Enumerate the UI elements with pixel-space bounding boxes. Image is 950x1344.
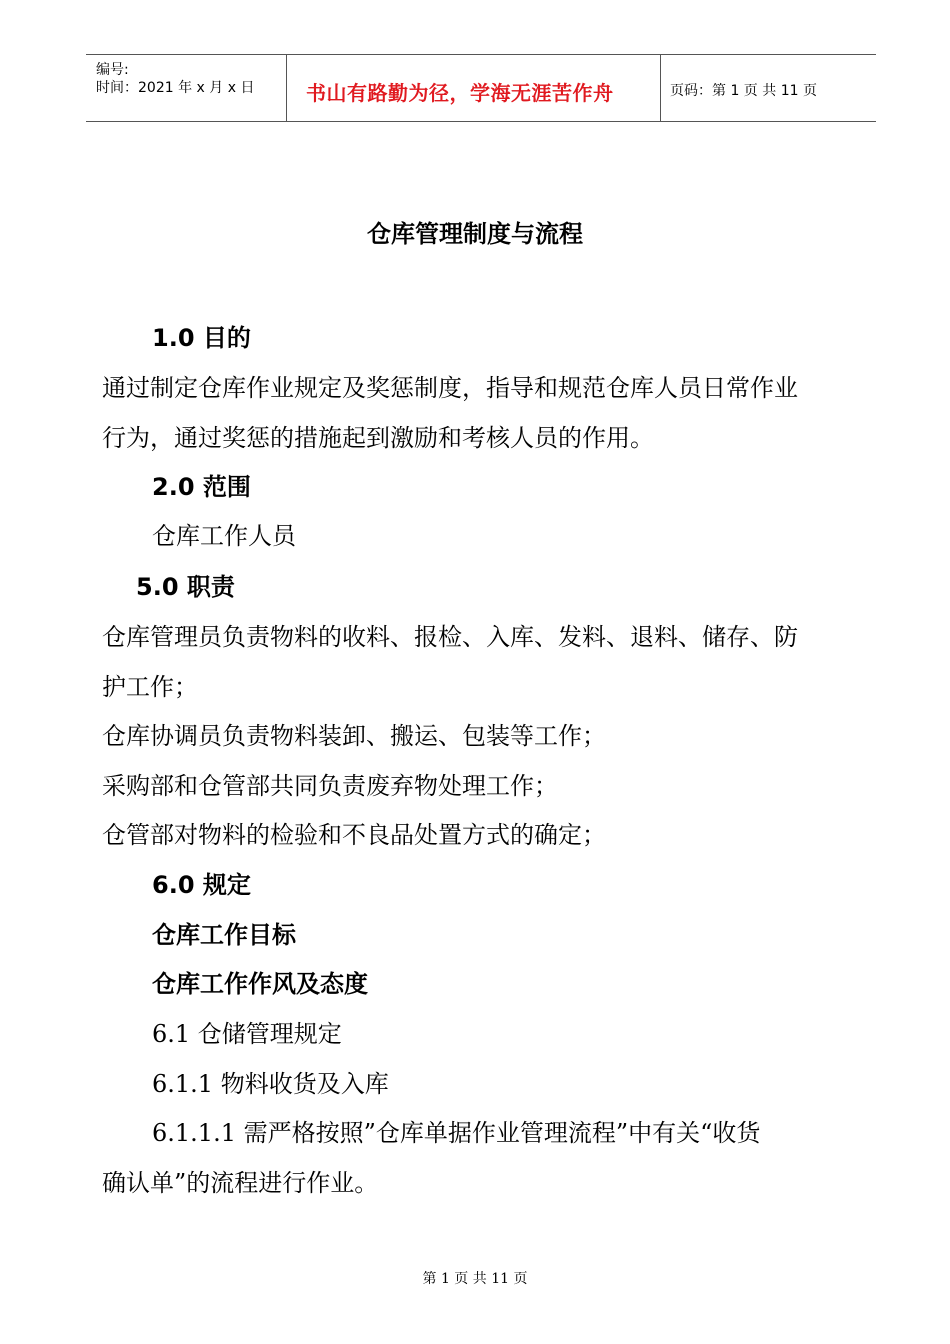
header-page-info: 页码：第 1 页 共 11 页 <box>670 83 817 99</box>
paragraph-line: 护工作； <box>102 673 198 701</box>
paragraph-line: 仓库管理员负责物料的收料、报检、入库、发料、退料、储存、防 <box>102 623 798 651</box>
section-heading-scope: 2.0 范围 <box>152 473 251 501</box>
section-heading-purpose: 1.0 目的 <box>152 324 251 352</box>
page-header <box>86 54 876 122</box>
document-number-label: 编号: <box>96 62 129 78</box>
subsection-title: 6.1 仓储管理规定 <box>152 1020 342 1048</box>
page-footer: 第 1 页 共 11 页 <box>422 1271 528 1287</box>
subheading-work-goals: 仓库工作目标 <box>152 921 296 949</box>
header-page-cell <box>660 55 876 121</box>
header-meta-cell <box>86 55 287 121</box>
header-slogan-cell <box>286 55 661 121</box>
paragraph-line: 通过制定仓库作业规定及奖惩制度，指导和规范仓库人员日常作业 <box>102 374 798 402</box>
section-heading-responsibilities: 5.0 职责 <box>136 573 235 601</box>
document-title: 仓库管理制度与流程 <box>367 220 583 248</box>
paragraph-line: 仓库工作人员 <box>152 522 296 550</box>
subsection-title: 6.1.1 物料收货及入库 <box>152 1070 389 1098</box>
paragraph-line: 行为，通过奖惩的措施起到激励和考核人员的作用。 <box>102 424 654 452</box>
subheading-work-style: 仓库工作作风及态度 <box>152 970 368 998</box>
paragraph-line: 仓库协调员负责物料装卸、搬运、包装等工作； <box>102 722 606 750</box>
paragraph-line: 6.1.1.1 需严格按照”仓库单据作业管理流程”中有关“收货 <box>152 1119 761 1147</box>
section-heading-regulations: 6.0 规定 <box>152 871 251 899</box>
header-slogan: 书山有路勤为径，学海无涯苦作舟 <box>306 81 614 105</box>
paragraph-line: 仓管部对物料的检验和不良品处置方式的确定； <box>102 821 606 849</box>
paragraph-line: 确认单”的流程进行作业。 <box>102 1169 379 1197</box>
paragraph-line: 采购部和仓管部共同负责废弃物处理工作； <box>102 772 558 800</box>
document-time-label: 时间：2021 年 x 月 x 日 <box>96 80 255 96</box>
